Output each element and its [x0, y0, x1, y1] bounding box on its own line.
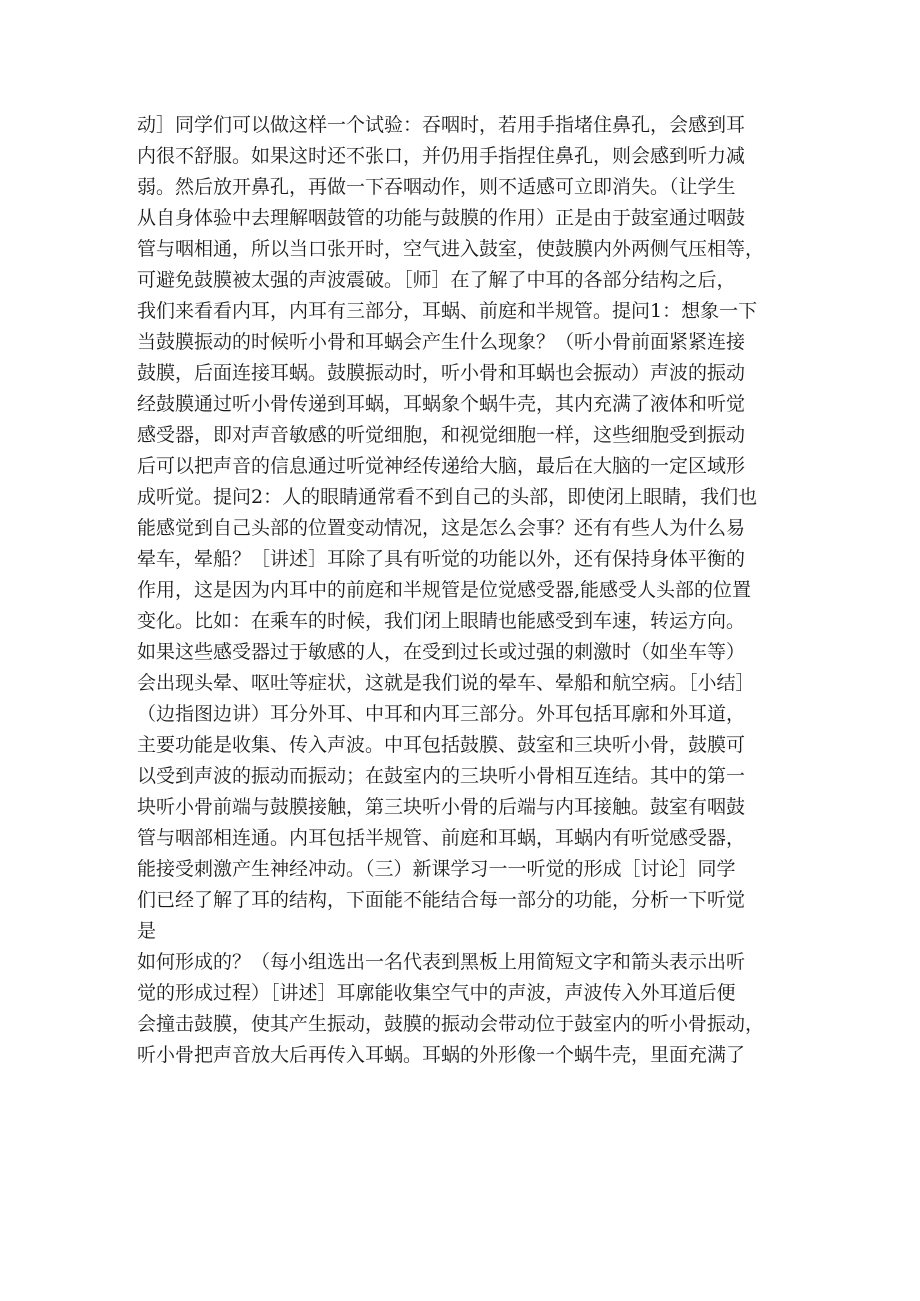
text-line: 听小骨把声音放大后再传入耳蜗。耳蜗的外形像一个蜗牛壳，里面充满了 [137, 1044, 746, 1066]
text-line: 管与咽相通，所以当口张开时，空气进入鼓室，使鼓膜内外两侧气压相等， [137, 238, 765, 260]
text-line: 作用，这是因为内耳中的前庭和半规管是位觉感受器,能感受人头部的位置 [137, 579, 752, 601]
text-line: 能接受刺激产生神经冲动。（三）新课学习一一听觉的形成［讨论］同学 [137, 858, 736, 880]
text-line: 主要功能是收集、传入声波。中耳包括鼓膜、鼓室和三块听小骨，鼓膜可 [137, 734, 746, 756]
text-line: 会出现头晕、呕吐等症状，这就是我们说的晕车、晕船和航空病。［小结］ [137, 672, 755, 694]
text-line: 晕车，晕船？［讲述］耳除了具有听觉的功能以外，还有保持身体平衡的 [137, 548, 746, 570]
text-line: 从自身体验中去理解咽鼓管的功能与鼓膜的作用）正是由于鼓室通过咽鼓 [137, 207, 746, 229]
text-line: 觉的形成过程）［讲述］耳廓能收集空气中的声波，声波传入外耳道后便 [137, 982, 736, 1004]
text-line: 经鼓膜通过听小骨传递到耳蜗，耳蜗象个蜗牛壳，其内充满了液体和听觉 [137, 393, 746, 415]
text-line: 动］同学们可以做这样一个试验：吞咽时，若用手指堵住鼻孔，会感到耳 [137, 114, 746, 136]
text-line: 们已经了解了耳的结构，下面能不能结合每一部分的功能，分析一下听觉 [137, 889, 746, 911]
body-text [137, 110, 797, 1071]
text-line: 如何形成的？（每小组选出一名代表到黑板上用简短文字和箭头表示出听 [137, 951, 746, 973]
text-line: 管与咽部相连通。内耳包括半规管、前庭和耳蜗，耳蜗内有听觉感受器， [137, 827, 746, 849]
text-line: 鼓膜，后面连接耳蜗。鼓膜振动时，听小骨和耳蜗也会振动）声波的振动 [137, 362, 746, 384]
text-line: 成听觉。提问2：人的眼睛通常看不到自己的头部，即使闭上眼睛，我们也 [137, 486, 758, 508]
text-line: 后可以把声音的信息通过听觉神经传递给大脑，最后在大脑的一定区域形 [137, 455, 746, 477]
text-line: 块听小骨前端与鼓膜接触，第三块听小骨的后端与内耳接触。鼓室有咽鼓 [137, 796, 746, 818]
text-line: 能感觉到自己头部的位置变动情况，这是怎么会事？还有有些人为什么易 [137, 517, 746, 539]
text-line: （边指图边讲）耳分外耳、中耳和内耳三部分。外耳包括耳廓和外耳道， [137, 703, 746, 725]
text-line: 内很不舒服。如果这时还不张口，并仍用手指捏住鼻孔，则会感到听力减 [137, 145, 746, 167]
text-line: 会撞击鼓膜，使其产生振动，鼓膜的振动会带动位于鼓室内的听小骨振动， [137, 1013, 765, 1035]
text-line: 我们来看看内耳，内耳有三部分，耳蜗、前庭和半规管。提问1：想象一下 [137, 300, 758, 322]
text-line: 当鼓膜振动的时候听小骨和耳蜗会产生什么现象？（听小骨前面紧紧连接 [137, 331, 746, 353]
text-line: 以受到声波的振动而振动；在鼓室内的三块听小骨相互连结。其中的第一 [137, 765, 746, 787]
text-line: 感受器，即对声音敏感的听觉细胞，和视觉细胞一样，这些细胞受到振动 [137, 424, 746, 446]
text-line: 是 [137, 920, 157, 942]
text-line: 变化。比如：在乘车的时候，我们闭上眼睛也能感受到车速，转运方向。 [137, 610, 746, 632]
text-line: 可避免鼓膜被太强的声波震破。［师］在了解了中耳的各部分结构之后， [137, 269, 736, 291]
text-line: 弱。然后放开鼻孔，再做一下吞咽动作，则不适感可立即消失。（让学生 [137, 176, 736, 198]
text-line: 如果这些感受器过于敏感的人，在受到过长或过强的刺激时（如坐车等） [137, 641, 746, 663]
